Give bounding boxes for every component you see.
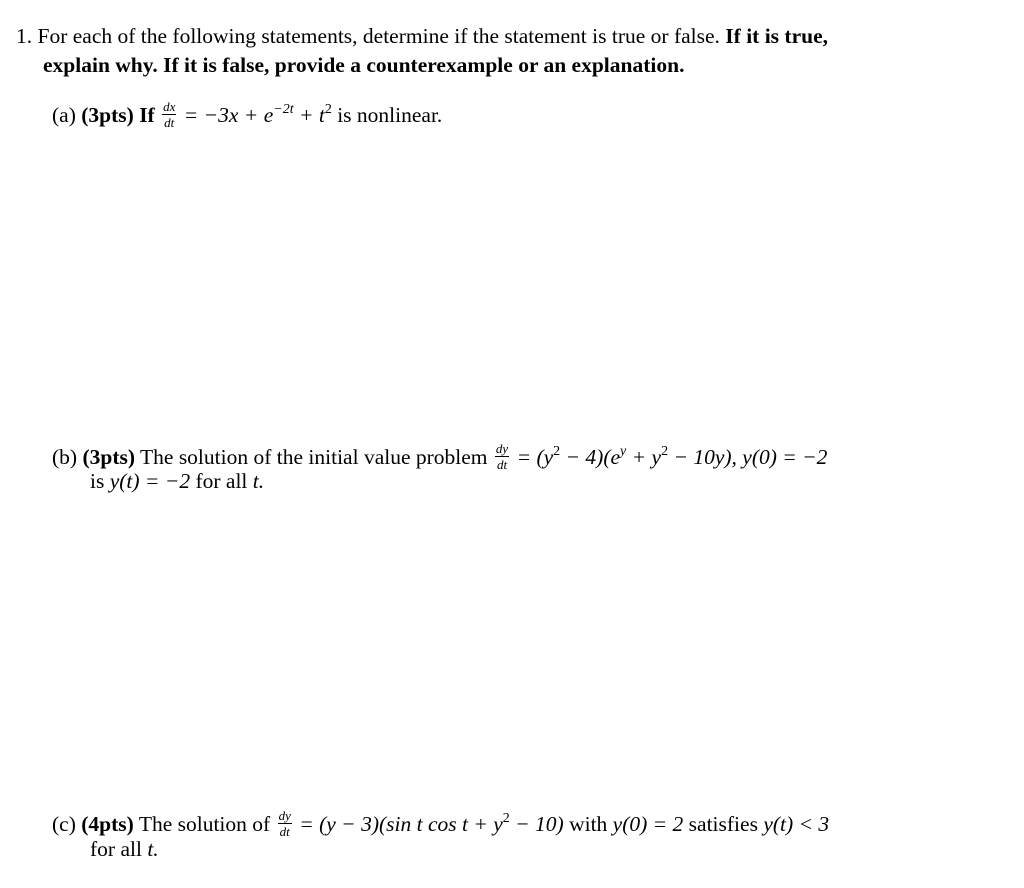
part-c-text-3: satisfies xyxy=(688,812,758,836)
part-a-equation-rhs-2: + t xyxy=(298,103,325,127)
part-c-eq-3: y(0) = 2 xyxy=(612,812,684,836)
part-b-line2-2: y(t) = −2 xyxy=(109,469,191,493)
part-a-exponent: −2t xyxy=(273,102,294,117)
part-b-line-1 xyxy=(52,442,827,471)
part-b-sq-2: 2 xyxy=(661,444,669,459)
part-b-frac-num: dy xyxy=(495,441,509,456)
part-c-text-2: with xyxy=(569,812,608,836)
part-c-eq-2: − 10) xyxy=(515,812,564,836)
problem-intro-bold-1: If it is true, xyxy=(725,24,828,48)
part-c-sq: 2 xyxy=(502,811,510,826)
part-c-label: (c) xyxy=(52,812,76,836)
part-c-derivative-fraction xyxy=(278,809,292,838)
part-c-line2-2: t. xyxy=(147,837,159,861)
problem-number: 1. xyxy=(16,24,33,48)
part-b-line2-3: for all xyxy=(195,469,248,493)
part-b-label: (b) xyxy=(52,445,78,469)
part-b-sq-1: 2 xyxy=(553,444,561,459)
problem-intro-regular: For each of the following statements, determine if the statement is true or false. xyxy=(37,24,720,48)
part-c-line-2 xyxy=(90,839,159,861)
part-c-eq-4: y(t) < 3 xyxy=(763,812,830,836)
part-b-points: (3pts) xyxy=(82,445,136,469)
part-c-eq-1: = (y − 3)(sin t cos t + y xyxy=(299,812,503,836)
part-a-exponent-2: 2 xyxy=(324,102,332,117)
part-c-line2-1: for all xyxy=(90,837,142,861)
part-c-line-1 xyxy=(52,809,829,838)
part-c-frac-num: dy xyxy=(278,808,291,823)
part-c-text-1: The solution of xyxy=(138,812,271,836)
part-a-if: If xyxy=(139,103,155,127)
problem-intro-line-2 xyxy=(43,55,684,77)
part-a-derivative-fraction xyxy=(162,100,176,129)
part-b-eq-1: = (y xyxy=(516,445,554,469)
part-b-ey: y xyxy=(620,444,627,459)
part-b-line2-1: is xyxy=(90,469,105,493)
problem-intro-bold-2: explain why. If it is false, provide a counterexample or an explanation. xyxy=(43,53,685,77)
part-b-line-2 xyxy=(90,471,264,493)
part-b-frac-den: dt xyxy=(496,457,508,472)
part-b-text-1: The solution of the initial value problem xyxy=(140,445,488,469)
part-a-points: (3pts) xyxy=(81,103,134,127)
part-c-frac-den: dt xyxy=(279,824,290,839)
part-b-line2-4: t. xyxy=(252,469,265,493)
part-a-tail: is nonlinear. xyxy=(337,103,443,127)
part-b-eq-3: + y xyxy=(631,445,662,469)
part-b-derivative-fraction xyxy=(495,442,509,471)
part-a-frac-den: dt xyxy=(164,115,175,130)
part-b-eq-4: − 10y), y(0) = −2 xyxy=(673,445,828,469)
part-a-frac-num: dx xyxy=(163,99,176,114)
part-a-label: (a) xyxy=(52,103,76,127)
part-b-eq-2: − 4)(e xyxy=(565,445,621,469)
part-a xyxy=(52,100,442,129)
problem-intro-line-1 xyxy=(16,26,828,48)
part-c-points: (4pts) xyxy=(81,812,134,836)
part-a-equation-rhs-1: = −3x + e xyxy=(183,103,274,127)
